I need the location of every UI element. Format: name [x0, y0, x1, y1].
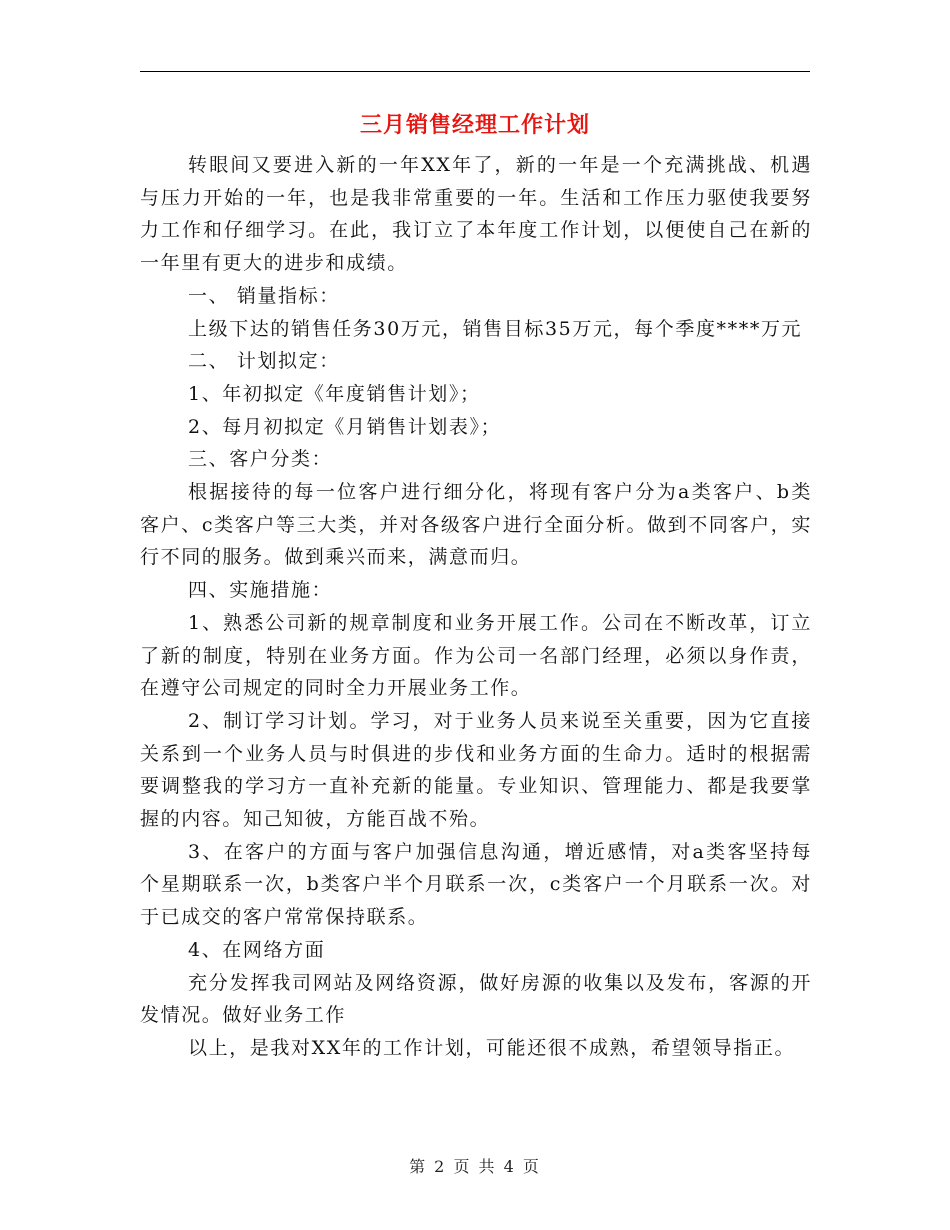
paragraph-measure-1: 1、熟悉公司新的规章制度和业务开展工作。公司在不断改革，订立了新的制度，特别在业务方面。作为公司一名部门经理，必须以身作责，在遵守公司规定的同时全力开展业务工作。 [140, 611, 812, 700]
section-heading-customers: 三、客户分类： [188, 448, 333, 471]
document-body [140, 149, 812, 1065]
section-heading-plan: 二、 计划拟定： [188, 350, 340, 373]
paragraph-conclusion: 以上，是我对XX年的工作计划，可能还很不成熟，希望领导指正。 [188, 1036, 796, 1059]
paragraph-plan-2: 2、每月初拟定《月销售计划表》； [188, 415, 502, 438]
paragraph-plan-1: 1、年初拟定《年度销售计划》； [188, 382, 481, 405]
paragraph-measure-4-heading: 4、在网络方面 [188, 938, 326, 961]
document-title: 三月销售经理工作计划 [359, 113, 590, 138]
paragraph-sales-target: 上级下达的销售任务30万元，销售目标35万元，每个季度****万元 [188, 317, 803, 340]
section-heading-measures: 四、实施措施： [188, 579, 333, 602]
paragraph-measure-4: 充分发挥我司网站及网络资源，做好房源的收集以及发布，客源的开发情况。做好业务工作 [140, 971, 812, 1027]
page-number-footer: 第 2 页 共 4 页 [409, 1157, 541, 1176]
paragraph-intro: 转眼间又要进入新的一年XX年了，新的一年是一个充满挑战、机遇与压力开始的一年，也是我非常重要的一年。生活和工作压力驱使我要努力工作和仔细学习。在此，我订立了本年度工作计划，以便使自己在新的一年里有更大的进步和成绩。 [140, 154, 812, 275]
section-heading-sales-target: 一、 销量指标： [188, 284, 340, 307]
paragraph-measure-3: 3、在客户的方面与客户加强信息沟通，增近感情，对a类客坚持每个星期联系一次，b类客户半个月联系一次，c类客户一个月联系一次。对于已成交的客户常常保持联系。 [140, 840, 812, 929]
paragraph-customers: 根据接待的每一位客户进行细分化，将现有客户分为a类客户、b类客户、c类客户等三大类，并对各级客户进行全面分析。做到不同客户，实行不同的服务。做到乘兴而来，满意而归。 [140, 481, 812, 569]
header-rule [140, 71, 810, 72]
paragraph-measure-2: 2、制订学习计划。学习，对于业务人员来说至关重要，因为它直接关系到一个业务人员与时俱进的步伐和业务方面的生命力。适时的根据需要调整我的学习方一直补充新的能量。专业知识、管理能力、都是我要掌握的内容。知己知彼，方能百战不殆。 [140, 709, 812, 831]
